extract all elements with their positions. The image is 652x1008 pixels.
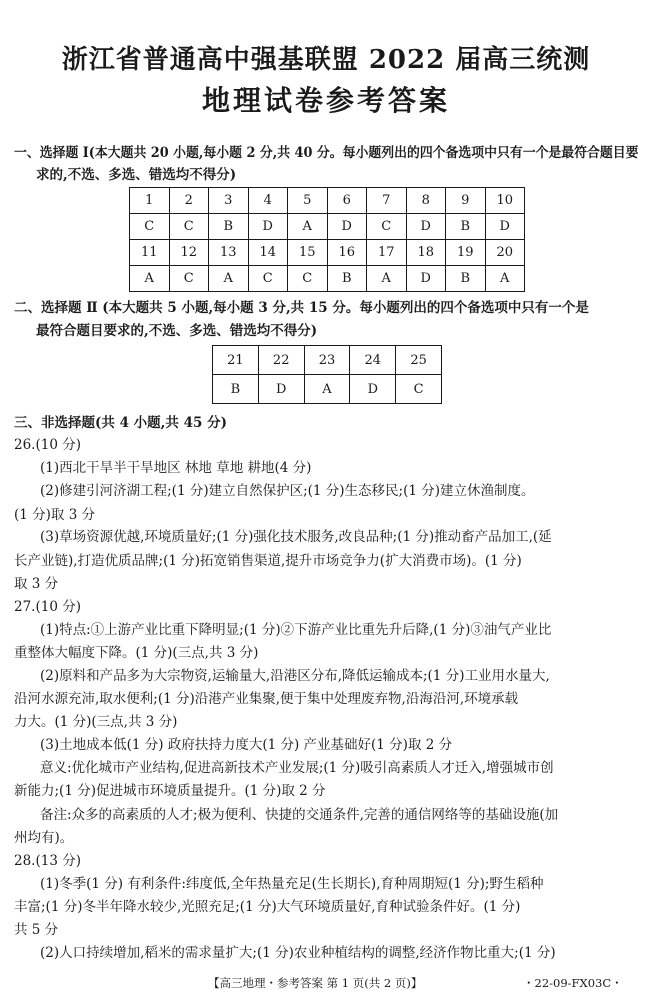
table-cell: 14: [248, 240, 288, 266]
table-cell: C: [367, 214, 407, 240]
table-cell: B: [446, 214, 486, 240]
table-cell: B: [327, 266, 367, 292]
table-cell: A: [288, 214, 328, 240]
table-cell: 4: [248, 188, 288, 214]
table-cell: D: [485, 214, 525, 240]
section2-answer-table: [212, 345, 442, 404]
answer-line: 意义:优化城市产业结构,促进高新技术产业发展;(1 分)吸引高素质人才迁入,增强城市创: [40, 760, 554, 776]
table-row: [213, 375, 442, 404]
table-cell: 19: [446, 240, 486, 266]
answer-line: 沿河水源充沛,取水便利;(1 分)沿港产业集聚,便于集中处理废弃物,沿海沿河,环境承载: [14, 691, 519, 707]
table-cell: 21: [213, 346, 259, 375]
answer-line: 州均有)。: [14, 830, 74, 846]
answer-line: (1 分)取 3 分: [14, 507, 96, 523]
table-cell: B: [446, 266, 486, 292]
answer-line: (2)修建引河济湖工程;(1 分)建立自然保护区;(1 分)生态移民;(1 分)建立休渔制度。: [40, 483, 535, 499]
table-cell: A: [485, 266, 525, 292]
page-title: 浙江省普通高中强基联盟 2022 届高三统测: [61, 45, 591, 75]
answer-line: (1)特点:①上游产业比重下降明显;(1 分)②下游产业比重先升后降,(1 分)③油气产业比: [40, 622, 552, 638]
answer-line: (1)西北干旱半干旱地区 林地 草地 耕地(4 分): [40, 460, 312, 476]
table-cell: 22: [258, 346, 304, 375]
table-cell: 16: [327, 240, 367, 266]
table-cell: 11: [130, 240, 170, 266]
table-row: [130, 266, 525, 292]
table-cell: C: [288, 266, 328, 292]
table-cell: D: [327, 214, 367, 240]
table-cell: C: [169, 214, 209, 240]
table-cell: 10: [485, 188, 525, 214]
table-row: [130, 188, 525, 214]
table-cell: C: [169, 266, 209, 292]
table-cell: A: [304, 375, 350, 404]
table-cell: D: [258, 375, 304, 404]
answer-line: 共 5 分: [14, 922, 59, 938]
table-cell: A: [130, 266, 170, 292]
table-cell: 24: [350, 346, 396, 375]
section1-answer-table: [129, 187, 525, 292]
answer-line: 取 3 分: [14, 576, 59, 592]
answer-line: 重整体大幅度下降。(1 分)(三点,共 3 分): [14, 645, 259, 661]
table-cell: 23: [304, 346, 350, 375]
answer-line: 备注:众多的高素质的人才;极为便利、快捷的交通条件,完善的通信网络等的基础设施(加: [40, 807, 559, 823]
table-cell: 9: [446, 188, 486, 214]
answer-line: (2)人口持续增加,稻米的需求量扩大;(1 分)农业种植结构的调整,经济作物比重大;(1 分): [40, 945, 556, 961]
table-cell: A: [209, 266, 249, 292]
table-cell: 1: [130, 188, 170, 214]
table-cell: 2: [169, 188, 209, 214]
table-row: [130, 240, 525, 266]
footer-code: ・22-09-FX03C・: [523, 976, 623, 990]
answer-line: 长产业链),打造优质品牌;(1 分)拓宽销售渠道,提升市场竞争力(扩大消费市场)。(1 分): [14, 553, 522, 569]
table-cell: D: [406, 266, 446, 292]
answer-line: 丰富;(1 分)冬半年降水较少,光照充足;(1 分)大气环境质量好,育种试验条件好。(1 分): [14, 899, 521, 915]
table-cell: 8: [406, 188, 446, 214]
answer-line: (2)原料和产品多为大宗物资,运输量大,沿港区分布,降低运输成本;(1 分)工业用水量大,: [40, 668, 550, 684]
table-cell: C: [130, 214, 170, 240]
table-cell: 18: [406, 240, 446, 266]
table-row: [130, 214, 525, 240]
answer-line: 新能力;(1 分)促进城市环境质量提升。(1 分)取 2 分: [14, 783, 326, 799]
table-cell: 7: [367, 188, 407, 214]
table-cell: 17: [367, 240, 407, 266]
table-cell: 13: [209, 240, 249, 266]
table-cell: 6: [327, 188, 367, 214]
table-cell: D: [248, 214, 288, 240]
table-cell: D: [350, 375, 396, 404]
table-cell: D: [406, 214, 446, 240]
table-cell: A: [367, 266, 407, 292]
section3-heading: 三、非选择题(共 4 小题,共 45 分): [14, 415, 227, 431]
question-26-heading: 26.(10 分): [14, 437, 81, 453]
section2-heading-line1: 二、选择题 Ⅱ (本大题共 5 小题,每小题 3 分,共 15 分。每小题列出的四个备选项中只有一个是: [14, 300, 589, 316]
table-cell: 15: [288, 240, 328, 266]
table-cell: 25: [396, 346, 442, 375]
footer-page-info: 【高三地理・参考答案 第 1 页(共 2 页)】: [208, 976, 423, 990]
question-28-heading: 28.(13 分): [14, 853, 81, 869]
table-cell: B: [213, 375, 259, 404]
table-cell: C: [248, 266, 288, 292]
section1-heading-line2: 求的,不选、多选、错选均不得分): [36, 167, 237, 183]
answer-line: 力大。(1 分)(三点,共 3 分): [14, 714, 178, 730]
answer-line: (3)草场资源优越,环境质量好;(1 分)强化技术服务,改良品种;(1 分)推动畜产品加工,(延: [40, 529, 552, 545]
question-27-heading: 27.(10 分): [14, 599, 81, 615]
table-cell: B: [209, 214, 249, 240]
table-cell: 20: [485, 240, 525, 266]
answer-line: (3)土地成本低(1 分) 政府扶持力度大(1 分) 产业基础好(1 分)取 2 分: [40, 737, 453, 753]
table-cell: 5: [288, 188, 328, 214]
table-row: [213, 346, 442, 375]
page-subtitle: 地理试卷参考答案: [201, 84, 450, 117]
table-cell: 3: [209, 188, 249, 214]
answer-line: (1)冬季(1 分) 有利条件:纬度低,全年热量充足(生长期长),育种周期短(1 分);野生稻种: [40, 876, 544, 892]
table-cell: C: [396, 375, 442, 404]
section2-heading-line2: 最符合题目要求的,不选、多选、错选均不得分): [36, 323, 318, 339]
table-cell: 12: [169, 240, 209, 266]
section1-heading-line1: 一、选择题 Ⅰ(本大题共 20 小题,每小题 2 分,共 40 分。每小题列出的四个备选项中只有一个是最符合题目要: [14, 145, 639, 161]
